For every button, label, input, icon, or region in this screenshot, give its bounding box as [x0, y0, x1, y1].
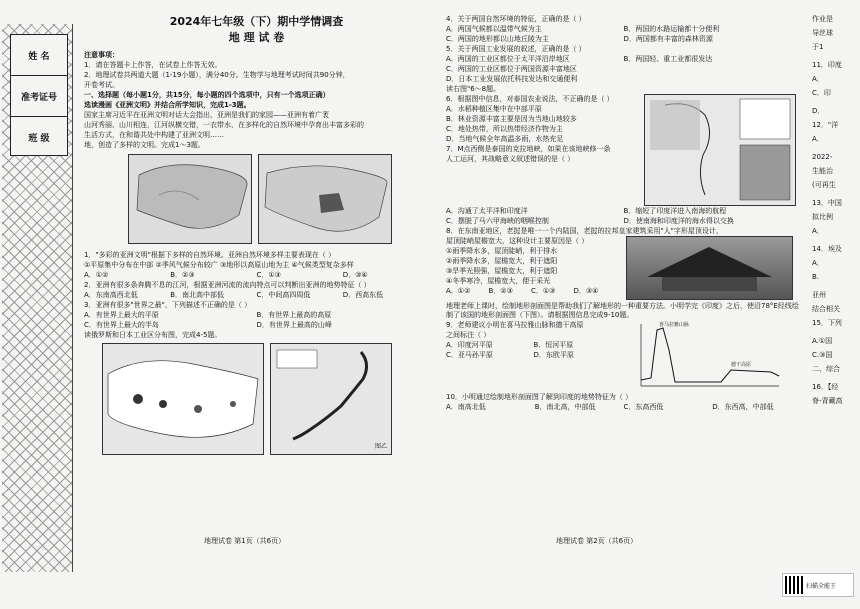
page-1 — [84, 14, 429, 554]
q9-intro: 地理老师上课时，绘制地形剖面图是帮助我们了解地形的一种重要方法。小明学完《印度》之后，使沿78°E经线绘制了该国的地形剖面图（下图）。请根据图信息完成9-10题。 — [446, 302, 799, 319]
question-5: 5．关于两国工业发展的叙述，正确的是（ ） — [446, 45, 586, 53]
page-2-footer: 地理试卷 第2页（共6页） — [556, 537, 638, 545]
page-3-line: 15．下列 — [812, 319, 842, 327]
notice-line: 开卷考试。 — [84, 81, 119, 89]
question-8: 8．在东南亚地区，老挝是唯一一个内陆国，老挝的拉邦皇家建筑采用"人"字形屋顶设计， — [446, 227, 723, 235]
page-3-line: 二、综合 — [812, 365, 840, 373]
page-3-line: 作业是 — [812, 15, 833, 23]
scan-badge-label: 扫描全能王 — [806, 582, 837, 590]
notice-heading: 注意事项： — [84, 51, 119, 59]
option: C．有世界上最大的半岛 — [84, 321, 159, 329]
option: A．两国气候都以温带气候为主 — [446, 25, 542, 33]
page-3-line: 拟比例 — [812, 213, 833, 221]
page-3-line: 亚州 — [812, 291, 826, 299]
option: D．东欧平原 — [533, 351, 574, 359]
scan-badge — [782, 573, 854, 597]
page-3-line: A． — [812, 75, 824, 83]
q4-intro: 读俄罗斯和日本工业区分布图，完成4-5题。 — [84, 331, 222, 339]
option: A．两国的工业区都位于太平洋沿岸地区 — [446, 55, 570, 63]
option: B．②③ — [488, 287, 513, 295]
passage-line: 地，创造了多样的文明。完成1～3题。 — [84, 141, 205, 149]
q8-item: ①雨季降水多，屋顶陡峭，利于排水 — [446, 247, 558, 255]
option: A．印度河平原 — [446, 341, 493, 349]
asia-map-a — [128, 154, 252, 244]
option: A．水稻种植区集中在中部平原 — [446, 105, 542, 113]
question-4: 4．关于两国自然环境的特征，正确的是（ ） — [446, 15, 586, 23]
question-2: 2．亚洲有很多条奔腾不息的江河，根据亚洲河流的流向特点可以判断出亚洲的地势特征（ ） — [84, 281, 371, 289]
question-6: 6．根据图中信息，对泰国农业说法，不正确的是（ ） — [446, 95, 614, 103]
option: C．①③ — [256, 271, 281, 279]
page-3-line: 11．印度 — [812, 61, 842, 69]
option: D．当地气候全年高温多雨，水热充足 — [446, 135, 564, 143]
q8-item: ③旱季光照强，屋檐宽大，利于遮阳 — [446, 267, 558, 275]
class-field: 班 级 — [28, 133, 50, 144]
japan-industry-map — [270, 343, 392, 455]
option: C．①③ — [531, 287, 556, 295]
profile-label: 喜马拉雅山脉 — [659, 322, 690, 328]
question-9: 9．老师建议小明在喜马拉雅山脉和德干高原 — [446, 321, 584, 329]
option: B．有世界上最高的高原 — [256, 311, 332, 319]
question-9-options-row2 — [446, 350, 621, 360]
option: C．亚马孙平原 — [446, 351, 493, 359]
industry-maps — [102, 343, 429, 455]
page-3-line: 于1 — [812, 43, 824, 51]
option: D．有世界上最高的山峰 — [256, 321, 332, 329]
option: D．日本工业发展依托科技发达和交通便利 — [446, 75, 578, 83]
option: A．①② — [446, 287, 471, 295]
page-3-line: D． — [812, 107, 825, 115]
passage-line: 山河秀丽、山川相连，江河纵横交错，一衣带水，在多样化的自然环境中孕育出丰富多彩的 — [84, 121, 364, 129]
option: D．③④ — [342, 271, 368, 279]
page-2 — [446, 14, 801, 554]
option: C．两国的地形都以山地丘陵为主 — [446, 35, 549, 43]
option: B．南北高中部低 — [170, 291, 225, 299]
section-heading: 一、选择题（每小题1分，共15分，每小题的四个选项中，只有一个选项正确） — [84, 91, 330, 99]
option: B．林业资源丰富主要是因为当地山地较多 — [446, 115, 577, 123]
page-3-line: A.①国 — [812, 337, 833, 345]
page-1-footer: 地理试卷 第1页（共6页） — [204, 537, 286, 545]
option: D．使南海和印度洋的海水得以交换 — [623, 217, 734, 225]
option: D．两国都有丰富的森林资源 — [623, 35, 713, 43]
option: C．中间高四周低 — [256, 291, 311, 299]
exam-subtitle: 地 理 试 卷 — [228, 31, 285, 44]
option: B．②③ — [170, 271, 195, 279]
option: B．恒河平原 — [533, 341, 574, 349]
question-2-options — [84, 290, 429, 300]
passage-line: 生活方式，在和谐共处中构建了亚洲文明…… — [84, 131, 224, 139]
passage-line: 选读漫画《亚洲文明》并结合所学知识，完成1-3题。 — [84, 101, 251, 109]
q8-item: ②雨季降水多，屋檐宽大，利于遮阳 — [446, 257, 558, 265]
option: C．东高西低 — [623, 403, 664, 411]
page-3-line: 14．埃及 — [812, 245, 842, 253]
question-7-options-row2 — [446, 216, 801, 226]
page-3-line: 12．"洋 — [812, 121, 839, 129]
page-3-line: 13．中国 — [812, 199, 842, 207]
question-1-items: ①平原集中分布在中部 ②季风气候分布较广 ③地形以高原山地为主 ④气候类型复杂多样 — [84, 261, 354, 269]
notice-line: 2．地理试卷共两道大题（1-19小题），满分40分。生物学与地理考试时间共90分钟， — [84, 71, 350, 79]
exam-title: 2024年七年级（下）期中学情调查 — [169, 15, 344, 28]
option: D．③④ — [573, 287, 599, 295]
page-3-cropped — [812, 14, 860, 554]
name-field: 姓 名 — [11, 35, 67, 76]
page-3-line: B. — [812, 273, 820, 281]
page-3-line: C．印 — [812, 89, 831, 97]
option: C．两国的工业区都位于两国资源丰富地区 — [446, 65, 577, 73]
option: A．①② — [84, 271, 109, 279]
passage-line: 国家主席习近平在亚洲文明对话大会指出，亚洲是我们的家园——亚洲有着广袤 — [84, 111, 329, 119]
question-4-options — [446, 24, 801, 34]
russia-industry-map — [102, 343, 264, 455]
thailand-map — [644, 94, 796, 206]
qr-icon — [785, 576, 803, 594]
option: B．南北高，中部低 — [534, 403, 596, 411]
page-3-line: C.③国 — [812, 351, 833, 359]
option: B．缩短了印度洋进入南海的航程 — [623, 207, 727, 215]
question-10-options — [446, 402, 801, 412]
page-3-line: (可再生 — [812, 181, 836, 189]
question-8b: 屋顶陡峭屋檐宽大，这种设计主要原因是（ ） — [446, 237, 589, 245]
page-3-line: 16．【经 — [812, 383, 839, 391]
map-caption: 图乙 — [374, 443, 387, 450]
page-3-line: 2022- — [812, 153, 833, 161]
question-7-options — [446, 206, 801, 216]
page-3-line: A． — [812, 135, 824, 143]
option: D．东西高，中部低 — [712, 403, 774, 411]
question-3: 3．亚洲有很多"世界之最"，下列描述不正确的是（ ） — [84, 301, 252, 309]
question-9-options — [446, 340, 621, 350]
question-9b: 之间标注（ ） — [446, 331, 491, 339]
question-3-options — [84, 310, 429, 320]
india-profile-chart — [631, 320, 781, 392]
option: B．两国轻、重工业都很发达 — [623, 55, 713, 63]
asia-maps — [128, 154, 429, 244]
asia-map-b — [258, 154, 392, 244]
q8-item: ④冬季寒冷，屋檐宽大，便于采光 — [446, 277, 551, 285]
question-4-options-row2 — [446, 34, 801, 44]
question-7b: 人工运河，其战略意义叙述错误的是（ ） — [446, 155, 575, 163]
question-3-options-row2 — [84, 320, 429, 330]
question-7: 7．M点西侧是泰国的克拉地峡，如果在该地峡修一条 — [446, 145, 611, 153]
page-3-line: 生能治 — [812, 167, 833, 175]
notice-line: 1．请在答题卡上作答，在试卷上作答无效。 — [84, 61, 222, 69]
option: D．西高东低 — [342, 291, 384, 299]
page-3-line: A． — [812, 259, 824, 267]
laos-temple-photo — [626, 236, 793, 300]
option: A．有世界上最大的平原 — [84, 311, 159, 319]
question-10: 10．小明通过绘制地形剖面图了解到印度的地势特征为（ ） — [446, 393, 633, 401]
page-3-line: 脊-背藏高 — [812, 397, 843, 405]
option: C．地处热带，所以热带经济作物为主 — [446, 125, 563, 133]
q6-intro: 读右图"6～8题。 — [446, 85, 501, 93]
student-info-box — [10, 34, 68, 156]
question-1: 1．"多彩的亚洲文明"根据下多样的自然环境。亚洲自然环境多样主要表现在（ ） — [84, 251, 336, 259]
page-3-line: 结合相关 — [812, 305, 840, 313]
option: A．东南高西北低 — [84, 291, 138, 299]
question-1-options — [84, 270, 429, 280]
id-field: 准考证号 — [11, 76, 67, 117]
option: B．两国的水路运输都十分便利 — [623, 25, 720, 33]
page-3-line: 导丝球 — [812, 29, 833, 37]
option: A．沟通了太平洋和印度洋 — [446, 207, 528, 215]
page-3-line: A． — [812, 227, 824, 235]
question-8-options — [446, 286, 616, 296]
profile-label: 德干高原 — [731, 362, 752, 368]
binding-margin — [2, 24, 73, 572]
option: A．南高北低 — [446, 403, 486, 411]
question-5-options — [446, 54, 801, 64]
option: C．摆脱了马六甲海峡的咽喉控制 — [446, 217, 549, 225]
